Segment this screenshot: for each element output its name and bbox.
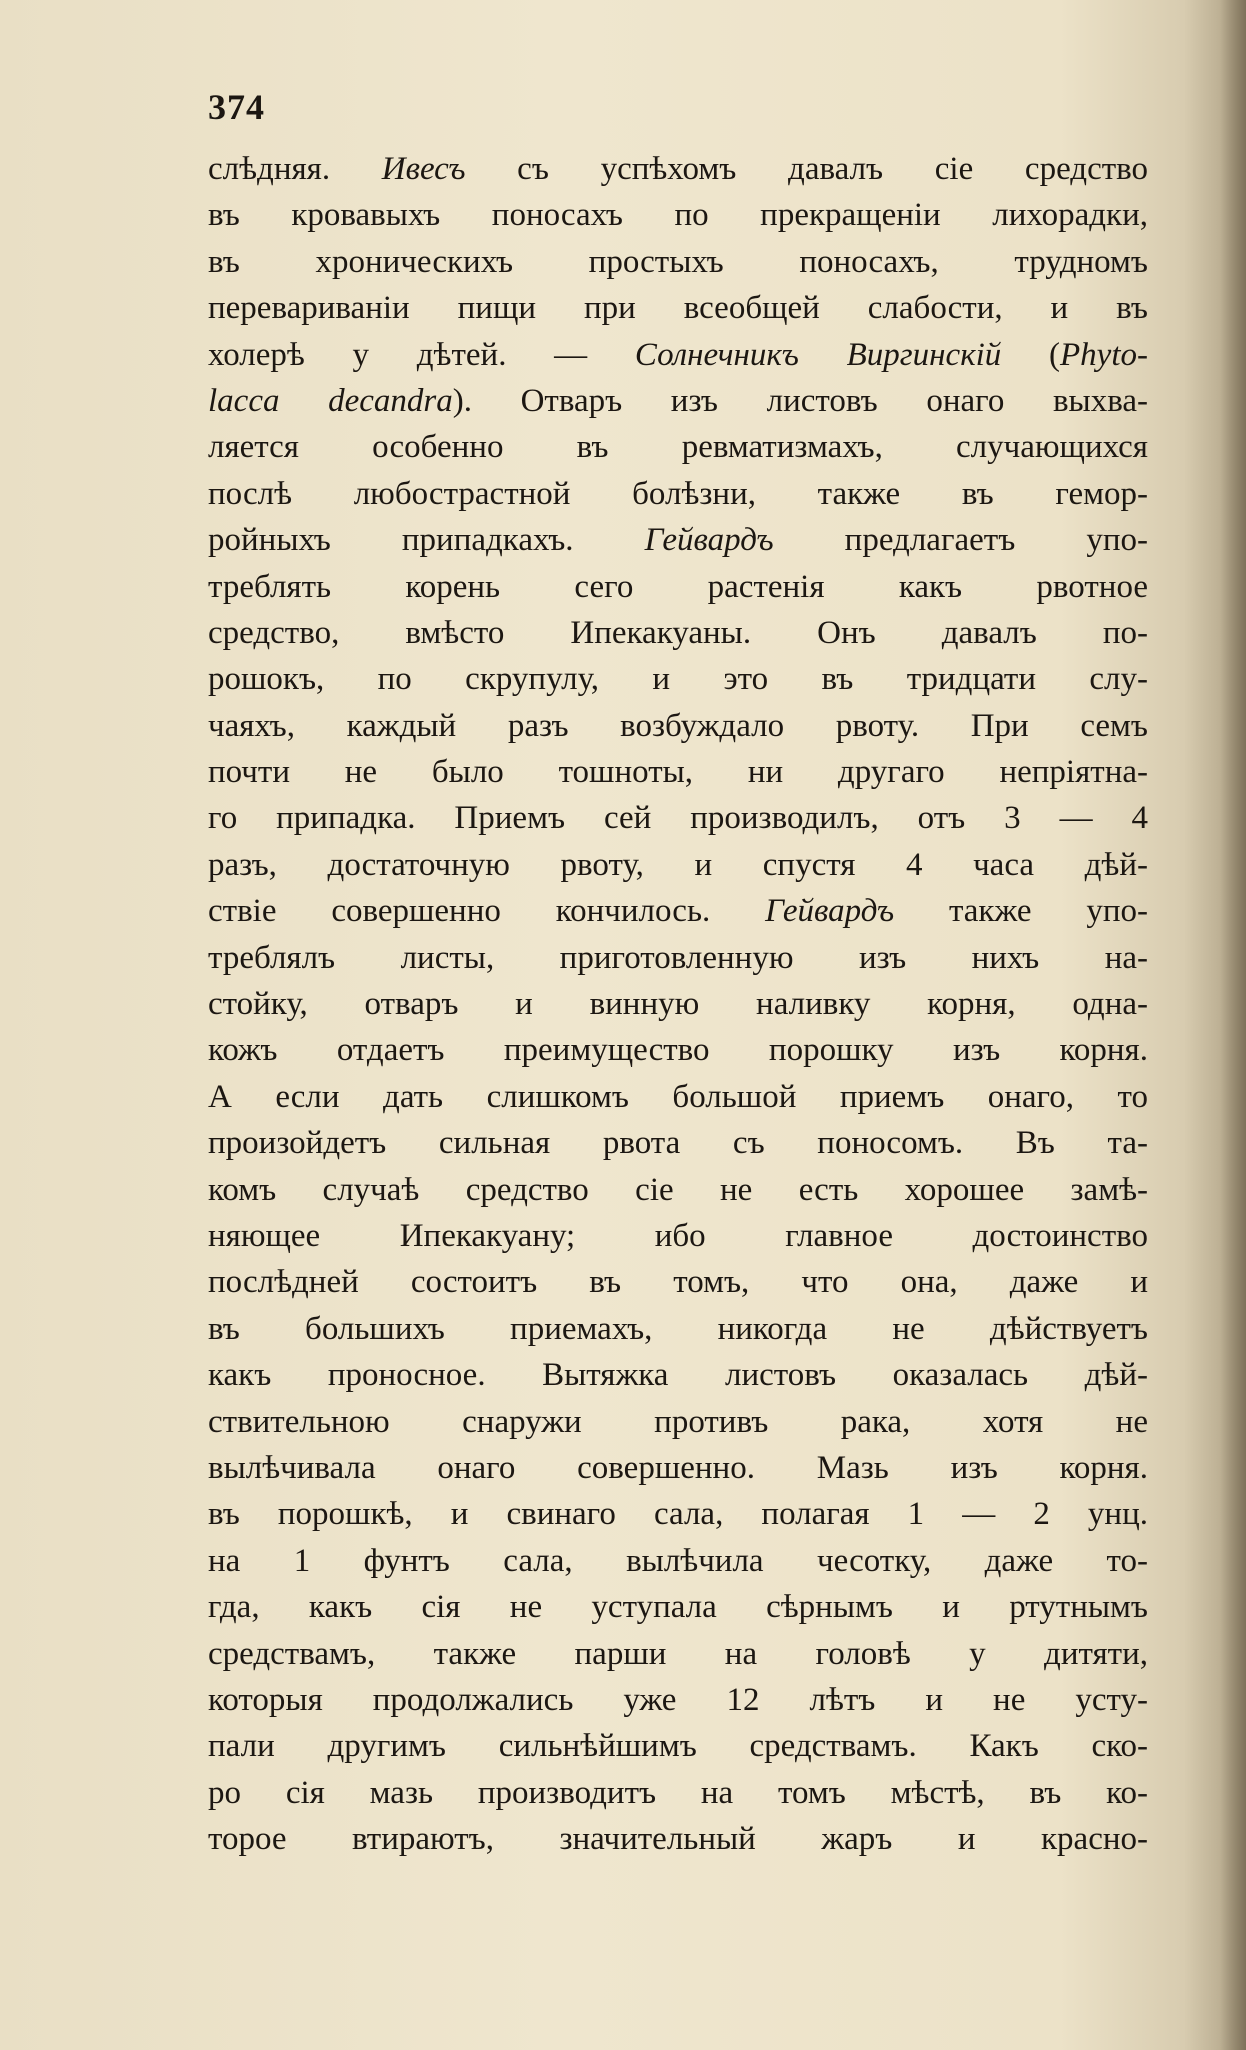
- text-line: [208, 935, 1148, 981]
- italic-text-segment: Солнечникъ Виргинскій: [634, 336, 1002, 373]
- text-segment: холерѣ у дѣтей. —: [208, 336, 635, 373]
- text-segment: въ кровавыхъ поносахъ по прекращеніи лихорадки,: [208, 197, 1148, 234]
- text-line: [208, 1213, 1148, 1259]
- text-line: [208, 1584, 1148, 1630]
- text-line: [208, 1491, 1148, 1537]
- text-line: [208, 1538, 1148, 1584]
- text-line: [208, 981, 1148, 1027]
- italic-text-segment: Phyto-: [1060, 336, 1148, 373]
- text-segment: няющее Ипекакуану; ибо главное достоинство: [208, 1217, 1148, 1254]
- text-segment: съ успѣхомъ давалъ сіе средство: [465, 151, 1148, 187]
- text-segment: слѣдняя.: [208, 151, 382, 187]
- text-line: [208, 1306, 1148, 1352]
- text-line: [208, 1120, 1148, 1166]
- text-segment: предлагаетъ упо-: [773, 522, 1148, 559]
- text-segment: которыя продолжались уже 12 лѣтъ и не усту-: [208, 1681, 1148, 1718]
- text-line: [208, 1027, 1148, 1073]
- text-line: [208, 378, 1148, 424]
- text-line: [208, 1816, 1148, 1862]
- text-line: [208, 610, 1148, 656]
- text-line: [208, 1074, 1148, 1120]
- text-line: [208, 1399, 1148, 1445]
- text-line: [208, 564, 1148, 610]
- text-segment: стойку, отваръ и винную наливку корня, одна-: [208, 986, 1148, 1023]
- text-segment: на 1 фунтъ сала, вылѣчила чесотку, даже то-: [208, 1542, 1148, 1579]
- text-line: [208, 1445, 1148, 1491]
- text-segment: треблялъ листы, приготовленную изъ нихъ на-: [208, 939, 1148, 976]
- text-line: [208, 1631, 1148, 1677]
- text-segment: рошокъ, по скрупулу, и это въ тридцати слу-: [208, 661, 1148, 698]
- text-segment: средствамъ, также парши на головѣ у дитяти,: [208, 1635, 1148, 1672]
- italic-text-segment: Ивесъ: [381, 151, 466, 187]
- text-line: [208, 749, 1148, 795]
- text-segment: ро сія мазь производитъ на томъ мѣстѣ, въ ко-: [208, 1774, 1148, 1811]
- text-segment: (: [1001, 336, 1061, 373]
- text-segment: произойдетъ сильная рвота съ поносомъ. Въ та-: [208, 1125, 1148, 1162]
- text-segment: также упо-: [894, 893, 1148, 930]
- text-segment: перевариваніи пищи при всеобщей слабости, и въ: [208, 290, 1148, 327]
- text-line: [208, 239, 1148, 285]
- text-line: [208, 424, 1148, 470]
- italic-text-segment: Гейвардъ: [765, 893, 895, 930]
- text-segment: послѣдней состоитъ въ томъ, что она, даже и: [208, 1264, 1148, 1301]
- text-line: [208, 192, 1148, 238]
- text-segment: гда, какъ сія не уступала сѣрнымъ и ртутнымъ: [208, 1589, 1148, 1626]
- text-line: [208, 703, 1148, 749]
- text-segment: А если дать слишкомъ большой приемъ онаго, то: [208, 1078, 1148, 1115]
- text-line: [208, 1677, 1148, 1723]
- italic-text-segment: lacca decandra: [208, 382, 453, 419]
- page-number: 374: [208, 87, 265, 127]
- text-line: [208, 1352, 1148, 1398]
- text-segment: въ большихъ приемахъ, никогда не дѣйствуетъ: [208, 1310, 1148, 1347]
- text-line: [208, 795, 1148, 841]
- text-segment: средство, вмѣсто Ипекакуаны. Онъ давалъ по-: [208, 614, 1148, 651]
- text-line: [208, 888, 1148, 934]
- text-segment: ляется особенно въ ревматизмахъ, случающихся: [208, 429, 1148, 466]
- text-segment: торое втираютъ, значительный жаръ и красно-: [208, 1821, 1148, 1858]
- text-line: [208, 517, 1148, 563]
- text-segment: какъ проносное. Вытяжка листовъ оказалась дѣй-: [208, 1357, 1148, 1394]
- text-line: [208, 1723, 1148, 1769]
- text-segment: треблять корень сего растенія какъ рвотное: [208, 568, 1148, 605]
- italic-text-segment: Гейвардъ: [644, 522, 774, 559]
- text-line: [208, 656, 1148, 702]
- text-segment: чаяхъ, каждый разъ возбуждало рвоту. При семъ: [208, 707, 1148, 744]
- text-line: [208, 332, 1148, 378]
- text-segment: ствіе совершенно кончилось.: [208, 893, 766, 930]
- body-text: [208, 146, 1148, 1862]
- text-segment: пали другимъ сильнѣйшимъ средствамъ. Какъ ско-: [208, 1728, 1148, 1765]
- text-line: [208, 1167, 1148, 1213]
- text-segment: ствительною снаружи противъ рака, хотя не: [208, 1403, 1148, 1440]
- text-segment: послѣ любострастной болѣзни, также въ гемор-: [208, 475, 1148, 512]
- text-line: [208, 842, 1148, 888]
- text-segment: ройныхъ припадкахъ.: [208, 522, 645, 559]
- text-line: [208, 471, 1148, 517]
- text-segment: вылѣчивала онаго совершенно. Мазь изъ корня.: [208, 1449, 1148, 1486]
- text-segment: въ порошкѣ, и свинаго сала, полагая 1 — 2 унц.: [208, 1496, 1148, 1533]
- text-line: [208, 146, 1148, 192]
- text-segment: го припадка. Приемъ сей производилъ, отъ 3 — 4: [208, 800, 1148, 837]
- text-segment: комъ случаѣ средство сіе не есть хорошее замѣ-: [208, 1171, 1148, 1208]
- text-segment: ). Отваръ изъ листовъ онаго выхва-: [452, 382, 1148, 419]
- text-line: [208, 1259, 1148, 1305]
- text-segment: въ хроническихъ простыхъ поносахъ, трудномъ: [208, 243, 1148, 280]
- text-segment: почти не было тошноты, ни другаго непріятна-: [208, 754, 1148, 791]
- text-segment: кожъ отдаетъ преимущество порошку изъ корня.: [208, 1032, 1148, 1069]
- text-line: [208, 1770, 1148, 1816]
- text-segment: разъ, достаточную рвоту, и спустя 4 часа дѣй-: [208, 846, 1148, 883]
- text-line: [208, 285, 1148, 331]
- page-edge-shadow: [1220, 0, 1246, 2050]
